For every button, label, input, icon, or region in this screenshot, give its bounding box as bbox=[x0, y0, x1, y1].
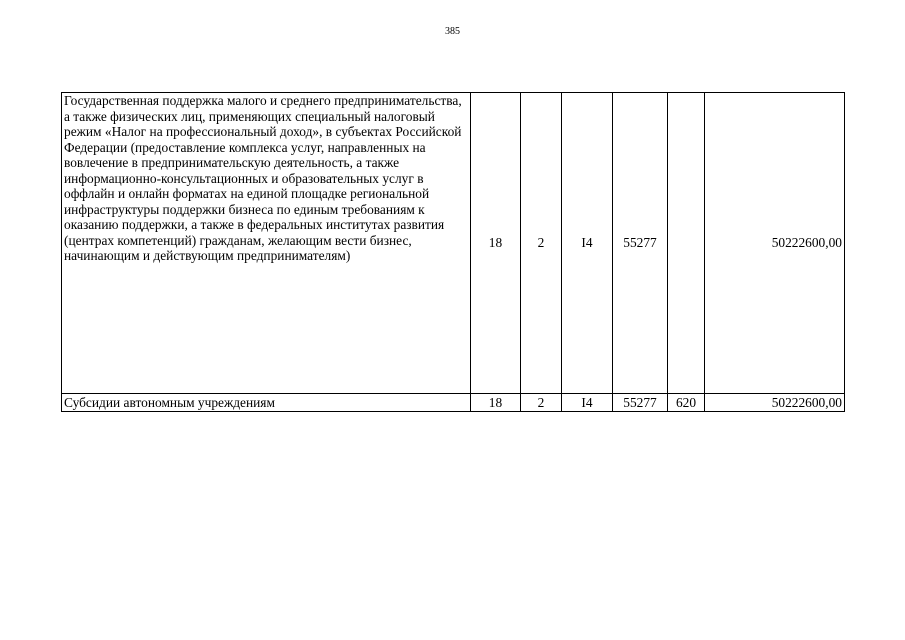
cell-project: I4 bbox=[562, 394, 613, 412]
cell-subprogram: 2 bbox=[521, 93, 562, 394]
cell-expense-type bbox=[668, 93, 705, 394]
budget-table bbox=[61, 92, 845, 412]
cell-project: I4 bbox=[562, 93, 613, 394]
table-row bbox=[62, 93, 845, 394]
cell-amount: 50222600,00 bbox=[705, 394, 845, 412]
cell-amount: 50222600,00 bbox=[705, 93, 845, 394]
cell-direction: 55277 bbox=[613, 93, 668, 394]
page-number: 385 bbox=[445, 26, 460, 37]
table-row bbox=[62, 394, 845, 412]
cell-subprogram: 2 bbox=[521, 394, 562, 412]
cell-direction: 55277 bbox=[613, 394, 668, 412]
cell-expense-type: 620 bbox=[668, 394, 705, 412]
cell-program: 18 bbox=[471, 394, 521, 412]
cell-name: Субсидии автономным учреждениям bbox=[62, 394, 471, 412]
cell-name: Государственная поддержка малого и среднего предпринимательства, а также физических лиц, применяющих специальный налоговый режим «Налог на профессиональный доход», в субъектах Российской Федерации (предоставление комплекса услуг, направленных на вовлечение в предпринимательскую деятельность, а также информационно-консультационных и образовательных услуг в оффлайн и онлайн форматах на единой площадке региональной инфраструктуры поддержки бизнеса по единым требованиям к оказанию поддержки, а также в федеральных институтах развития (центрах компетенций) гражданам, желающим вести бизнес, начинающим и действующим предпринимателям) bbox=[62, 93, 471, 394]
cell-program: 18 bbox=[471, 93, 521, 394]
